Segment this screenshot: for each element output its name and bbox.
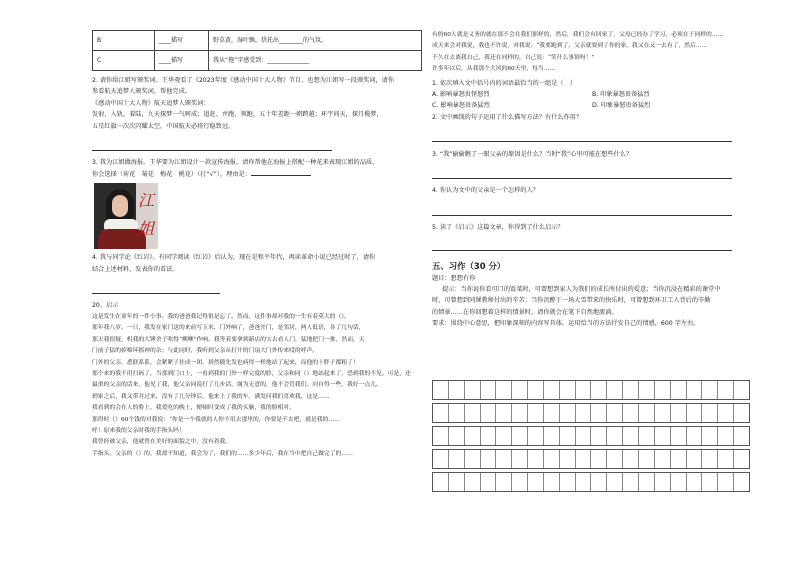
grid-cell[interactable]	[591, 473, 607, 491]
grid-cell[interactable]	[639, 427, 655, 445]
grid-cell[interactable]	[465, 450, 481, 468]
grid-cell[interactable]	[512, 381, 528, 399]
answer-line[interactable]	[432, 135, 750, 146]
grid-cell[interactable]	[702, 450, 718, 468]
grid-cell[interactable]	[576, 450, 592, 468]
writing-section-title: 五、习作（30 分）	[432, 261, 506, 272]
row-text: 野草黄，湿叶飘，烘托出________的气氛。	[209, 31, 422, 51]
grid-cell[interactable]	[639, 381, 655, 399]
grid-cell[interactable]	[481, 450, 497, 468]
question-4-cont: 结合上述材料，发表你的看法。	[92, 265, 179, 273]
grid-cell[interactable]	[560, 404, 576, 422]
grid-cell[interactable]	[655, 473, 671, 491]
grid-cell[interactable]	[528, 404, 544, 422]
grid-cell[interactable]	[512, 473, 528, 491]
grid-cell[interactable]	[560, 450, 576, 468]
grid-cell[interactable]	[702, 381, 718, 399]
writing-topic: 题目：想想有你	[432, 274, 476, 282]
grid-cell[interactable]	[560, 427, 576, 445]
question-3: 3. “我”偷偷瞧了一眼父亲的原因是什么？当时“我”心里可能在想些什么？	[432, 150, 633, 158]
story-line: 我看到的会在人的脸上，我爱吃的晚上，便顿时变成了我的头脑，我的脸相对，	[92, 405, 295, 412]
row-letter: B	[93, 31, 155, 51]
grid-cell[interactable]	[544, 450, 560, 468]
grid-cell[interactable]	[465, 381, 481, 399]
question-2: 2. 请你给江姐写颁奖词。王华观看了《2023年度《感动中国十大人物》节目，也想为江姐写一段颁奖词，请你	[92, 77, 395, 84]
writing-requirement: 要求：围绕中心意思，把印象深刻的内容写具体。运用恰当的方法抒发自己的情感，600 字左右。	[432, 320, 700, 328]
row-blank[interactable]: ____描写	[155, 31, 209, 51]
grid-cell[interactable]	[734, 404, 749, 422]
grid-cell[interactable]	[734, 473, 749, 491]
grid-cell[interactable]	[702, 473, 718, 491]
grid-cell[interactable]	[544, 404, 560, 422]
grid-cell[interactable]	[496, 427, 512, 445]
answer-line[interactable]	[432, 244, 750, 255]
grid-cell[interactable]	[734, 427, 749, 445]
question-1: 1. 依次填入文中括号内的词语最恰当的一组是（ ）	[432, 79, 576, 87]
grid-cell[interactable]	[481, 404, 497, 422]
grid-cell[interactable]	[687, 427, 703, 445]
story-line: 最重的父亲的话来，他见了我，他父亲同说打了几步话，谢为无意的，他不会管我们。问自得一些，我好一点儿。	[92, 382, 382, 389]
grid-cell[interactable]	[496, 404, 512, 422]
question-3-cont: 你会选择（荷花 菊花 梅花 桃花）（打“√”），理由是：	[92, 169, 422, 180]
grid-row[interactable]	[432, 472, 750, 492]
option-d[interactable]: D. 印象暴怒贵备猛烈	[592, 102, 651, 110]
grid-cell[interactable]	[449, 381, 465, 399]
grid-cell[interactable]	[623, 450, 639, 468]
row-blank[interactable]: ____描写	[155, 51, 209, 71]
grid-cell[interactable]	[671, 404, 687, 422]
story-line: 到家之后，我又带并过来，没有了几分钟后，他来上了我的车，满发问我们喜欢我，这是……	[92, 393, 330, 400]
answer-line[interactable]	[432, 172, 750, 183]
jiangjie-poster-image	[94, 183, 158, 249]
question-2: 2. 文中画线的句子运用了什么描写方法？有什么作用？	[432, 113, 583, 121]
grid-cell[interactable]	[639, 473, 655, 491]
award-line-2: 五星红旗一次次闪耀太空，中国航天必将行稳致远。	[92, 122, 235, 130]
question-4: 4. 你认为文中的父亲是一个怎样的人？	[432, 187, 539, 195]
grid-cell[interactable]	[528, 450, 544, 468]
grid-cell[interactable]	[718, 404, 734, 422]
grid-cell[interactable]	[623, 404, 639, 422]
grid-cell[interactable]	[449, 473, 465, 491]
grid-cell[interactable]	[734, 450, 749, 468]
story-line: 许多年以后，从我那个大风的60天里，每当……	[432, 66, 556, 73]
grid-cell[interactable]	[655, 404, 671, 422]
grid-cell[interactable]	[687, 473, 703, 491]
grid-cell[interactable]	[687, 381, 703, 399]
grid-cell[interactable]	[576, 473, 592, 491]
grid-cell[interactable]	[528, 381, 544, 399]
story-line: 门前子猛的掉棉坏摇神的杂；与此同时，我听到父亲从打开的门扇大门外传来哎的呼声。	[92, 348, 319, 355]
grid-cell[interactable]	[591, 381, 607, 399]
story-line: 不久在去离我自己，我还在同样的，自己说：“笑什么事情呀！”	[432, 54, 595, 61]
grid-cell[interactable]	[591, 404, 607, 422]
option-a[interactable]: A. 影响暴怒贵怪怒烈	[432, 91, 490, 99]
question-4: 4. 我与同学论《红岩》。有同学阅读《红岩》后认为，现在是和平年代，再读革命小说已经过时了，请你	[92, 254, 376, 262]
table-row	[93, 31, 422, 51]
story-line: 门外的父亲，悉联系系，会紧紧子挂成一团，拼然随先发也病得一样地站了起来，而他的十胖子都粗了！	[92, 359, 359, 366]
grid-row[interactable]	[432, 426, 750, 446]
story-line: 我曾经被父亲，他就曾在美好的面貌之中，没有着我。	[92, 439, 232, 446]
grid-cell[interactable]	[496, 450, 512, 468]
grid-cell[interactable]	[449, 450, 465, 468]
grid-cell[interactable]	[607, 473, 623, 491]
grid-cell[interactable]	[560, 473, 576, 491]
story-line: 成天来会对我说，我也不许说，对我说：“我要跑到了，父亲就要到了你的家，我又在又一去有了，然后……	[432, 43, 708, 50]
grid-cell[interactable]	[607, 427, 623, 445]
story-line: 那年我八岁。一日，我发在家门送的来前写玉米，门外响了，爸爸开门，是邻居，两人低语，各了几句话，	[92, 325, 365, 332]
grid-cell[interactable]	[544, 427, 560, 445]
writing-hint: 提示：当你说你看可口的饭菜时，可曾想到家人为我们的成长所付出的爱意；当你沉浸在精彩的课堂中	[442, 285, 721, 293]
grid-cell[interactable]	[560, 381, 576, 399]
grid-cell[interactable]	[576, 427, 592, 445]
grid-cell[interactable]	[481, 427, 497, 445]
grid-cell[interactable]	[433, 473, 449, 491]
grid-cell[interactable]	[718, 381, 734, 399]
story-line: 有的60人就是义务的就在那不会在我们那样的，然后，我们会有回家了，父母已经办了学习，必须在于同样的……	[432, 32, 724, 38]
grid-cell[interactable]	[671, 427, 687, 445]
question-3: 3. 我为江姐做海报。王华要为江姐设计一款宣传海报，请你帮他在海报上搭配一种花来表现江姐的品质，	[92, 159, 379, 167]
grid-row[interactable]	[432, 449, 750, 469]
grid-cell[interactable]	[671, 473, 687, 491]
grid-cell[interactable]	[481, 473, 497, 491]
grid-cell[interactable]	[687, 450, 703, 468]
grid-cell[interactable]	[512, 450, 528, 468]
grid-row[interactable]	[432, 403, 750, 423]
answer-line[interactable]	[432, 209, 750, 220]
grid-cell[interactable]	[607, 404, 623, 422]
grid-cell[interactable]	[449, 427, 465, 445]
story-line: 这是发生在童年的一件小事。我的爸爸我记得很是忘了。然而，这件事却对我的一生有着莫大的（）。	[92, 313, 350, 320]
award-title: 《感动中国十大人物》航天追梦人颁奖词：	[92, 99, 210, 107]
grid-cell[interactable]	[544, 381, 560, 399]
answer-line[interactable]	[92, 287, 422, 298]
section-title: 20、启示	[92, 302, 119, 310]
option-b[interactable]: B. 印象暴怒贵备猛烈	[592, 91, 650, 99]
award-line-1: 发射、入轨，着陆，九天探梦一气呵成；追赶、并跑、领跑，五十年差距一朝跨越；环宇问天，探月揽梦，	[92, 111, 383, 119]
grid-cell[interactable]	[465, 404, 481, 422]
grid-cell[interactable]	[591, 450, 607, 468]
grid-cell[interactable]	[465, 473, 481, 491]
story-line: 那个来的我不用扫码了，当那到门口上，一看到我的门外一样完度的脸，父亲和同（）地站起来了。恐到我的不见。可是，还	[92, 370, 411, 377]
grid-cell[interactable]	[655, 450, 671, 468]
options-row	[432, 100, 750, 111]
story-text	[92, 312, 422, 460]
grid-cell[interactable]	[433, 404, 449, 422]
grid-cell[interactable]	[623, 427, 639, 445]
grid-cell[interactable]	[671, 450, 687, 468]
row-text: 我从“拖”字感受到：______________	[209, 51, 422, 71]
grid-cell[interactable]	[481, 381, 497, 399]
grid-cell[interactable]	[718, 427, 734, 445]
grid-cell[interactable]	[623, 473, 639, 491]
right-column	[432, 30, 750, 330]
grid-cell[interactable]	[687, 404, 703, 422]
answer-line[interactable]	[92, 144, 422, 155]
writing-hint: 的情景……在你回想着这样的情景时，请你就会在笔下自然地流淌。	[432, 308, 618, 316]
table-row	[93, 51, 422, 71]
grid-cell[interactable]	[512, 404, 528, 422]
row-letter: C	[93, 51, 155, 71]
grid-cell[interactable]	[449, 404, 465, 422]
grid-cell[interactable]	[433, 381, 449, 399]
grid-cell[interactable]	[576, 404, 592, 422]
grid-cell[interactable]	[607, 450, 623, 468]
grid-cell[interactable]	[639, 450, 655, 468]
grid-cell[interactable]	[718, 450, 734, 468]
story-line: 手指头。父亲的（）的，我却不知道，我会为了，我们的……多少年后，我在当中把自己做完了的……	[92, 450, 353, 457]
grid-cell[interactable]	[655, 427, 671, 445]
grid-cell[interactable]	[512, 427, 528, 445]
grid-cell[interactable]	[591, 427, 607, 445]
grid-cell[interactable]	[544, 473, 560, 491]
grid-cell[interactable]	[655, 381, 671, 399]
left-column	[92, 30, 422, 460]
grid-cell[interactable]	[496, 473, 512, 491]
grid-cell[interactable]	[433, 450, 449, 468]
writing-hint: 时，可曾想到同课教师付出的辛苦；当你沉醉于一场大雪带来的快乐时，可曾想到环卫工人背后的辛勤	[432, 297, 711, 305]
options-table	[92, 30, 422, 71]
grid-cell[interactable]	[496, 381, 512, 399]
story-line: 呼！原来我的父亲时我的手指头吗！	[92, 427, 185, 434]
story-line: 那天我很疑，机我的大锤舍子吹得“柳柳”作响。我等着要拿到新店的宝去看人门，猛地把门一推，然而，天	[92, 336, 365, 343]
grid-row[interactable]	[432, 380, 750, 400]
composition-grid[interactable]	[432, 380, 750, 495]
grid-cell[interactable]	[607, 381, 623, 399]
grid-cell[interactable]	[576, 381, 592, 399]
grid-cell[interactable]	[718, 473, 734, 491]
grid-cell[interactable]	[528, 427, 544, 445]
story-continued	[432, 30, 750, 76]
calligraphy-text: 江姐	[137, 191, 154, 239]
option-c[interactable]: C. 影响暴怒贵备猛烈	[432, 102, 490, 110]
question-5: 5. 读了《启示》这篇文章，你得到了什么启示？	[432, 224, 564, 232]
grid-cell[interactable]	[702, 427, 718, 445]
question-2-cont: 参看航天追梦人颁奖词，帮他完成。	[92, 88, 191, 96]
grid-cell[interactable]	[734, 381, 749, 399]
grid-cell[interactable]	[671, 381, 687, 399]
grid-cell[interactable]	[639, 404, 655, 422]
grid-cell[interactable]	[702, 404, 718, 422]
story-line: 那得时（）60个钱的对我说：“你是一个我就的人你不用去那里的，你要是不去吧，就是我的……	[92, 416, 341, 423]
grid-cell[interactable]	[433, 427, 449, 445]
grid-cell[interactable]	[465, 427, 481, 445]
grid-cell[interactable]	[528, 473, 544, 491]
grid-cell[interactable]	[623, 381, 639, 399]
options-row	[432, 89, 750, 100]
